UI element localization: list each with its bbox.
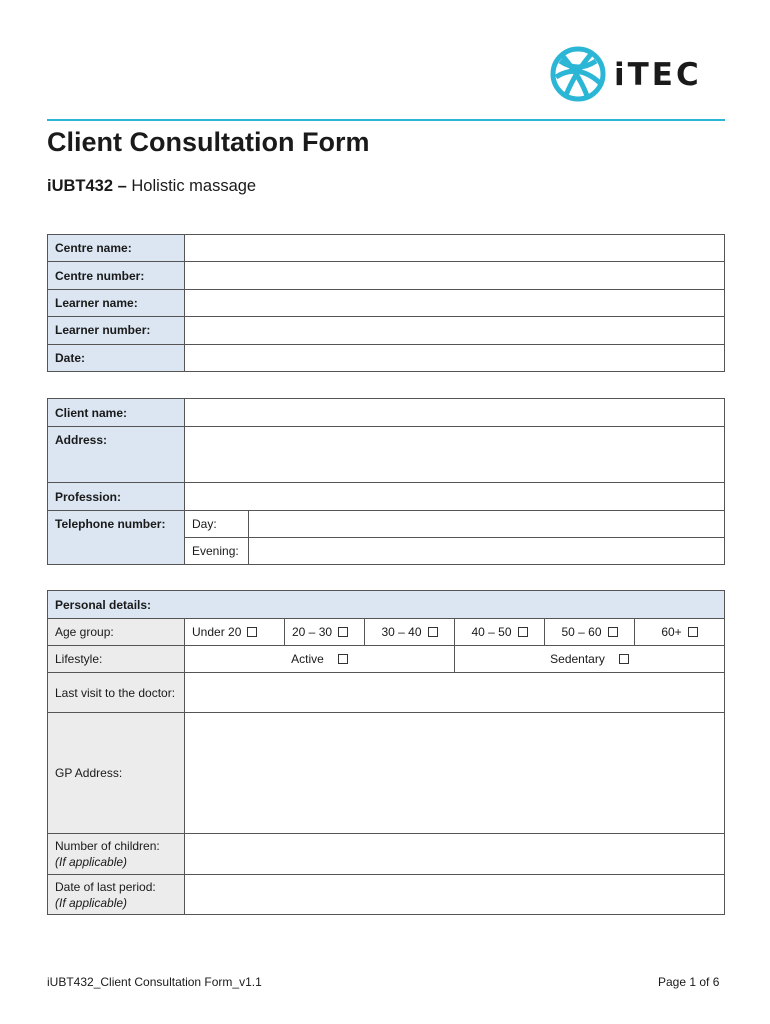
evening-phone-field[interactable] [249,538,725,565]
checkbox-icon[interactable] [338,654,348,664]
table-row [48,399,725,427]
centre-name-field[interactable] [185,235,725,262]
lifestyle-option-sedentary[interactable] [455,646,725,673]
gp-address-label: GP Address: [48,713,185,834]
last-period-note: (If applicable) [55,895,128,910]
age-option-50-60[interactable] [545,619,635,646]
last-visit-label: Last visit to the doctor: [48,673,185,713]
table-row [48,875,725,915]
address-field[interactable] [185,427,725,483]
subtitle-dash: – [113,177,132,195]
telephone-label: Telephone number: [48,511,185,565]
learner-name-field[interactable] [185,289,725,316]
table-row [48,235,725,262]
personal-details-table [47,590,725,915]
address-label: Address: [48,427,185,483]
globe-icon [548,43,608,105]
centre-number-field[interactable] [185,262,725,289]
unit-name: Holistic massage [131,177,257,195]
checkbox-icon[interactable] [338,627,348,637]
age-option-label: 40 – 50 [471,625,512,639]
checkbox-icon[interactable] [619,654,629,664]
checkbox-icon[interactable] [428,627,438,637]
footer-page-number: Page 1 of 6 [658,975,720,989]
checkbox-icon[interactable] [518,627,528,637]
centre-number-label: Centre number: [48,262,185,289]
client-details-table [47,398,725,565]
table-row [48,646,725,673]
table-row [48,427,725,483]
age-option-40-50[interactable] [455,619,545,646]
children-note: (If applicable) [55,855,128,869]
children-field[interactable] [185,834,725,875]
children-label: Number of children: [55,839,160,853]
day-phone-field[interactable] [249,511,725,538]
gp-address-field[interactable] [185,713,725,834]
checkbox-icon[interactable] [688,627,698,637]
profession-field[interactable] [185,483,725,511]
footer-doc-name: iUBT432_Client Consultation Form_v1.1 [47,975,262,989]
date-field[interactable] [185,344,725,371]
day-label: Day: [185,511,249,538]
lifestyle-option-label: Sedentary [550,652,605,666]
last-visit-field[interactable] [185,673,725,713]
client-name-field[interactable] [185,399,725,427]
date-label: Date: [48,344,185,371]
itec-logo [548,42,728,106]
learner-number-label: Learner number: [48,317,185,344]
checkbox-icon[interactable] [247,627,257,637]
table-row [48,289,725,316]
checkbox-icon[interactable] [608,627,618,637]
age-option-label: 50 – 60 [561,625,602,639]
age-option-60-plus[interactable] [635,619,725,646]
age-option-label: 20 – 30 [292,625,333,639]
learner-number-field[interactable] [185,317,725,344]
table-row [48,262,725,289]
evening-label: Evening: [185,538,249,565]
age-option-label: 30 – 40 [381,625,422,639]
unit-code: iUBT432 [47,177,114,195]
table-row [48,619,725,646]
children-label-cell [48,834,185,875]
last-period-label: Date of last period: [55,879,156,894]
table-row [48,591,725,619]
age-option-30-40[interactable] [365,619,455,646]
header-rule [47,119,725,121]
table-row [48,483,725,511]
client-name-label: Client name: [48,399,185,427]
table-row [48,511,725,538]
age-group-label: Age group: [48,619,185,646]
learner-name-label: Learner name: [48,289,185,316]
personal-details-header: Personal details: [48,591,725,619]
logo-text: iTEC [614,57,702,93]
lifestyle-option-label: Active [291,652,324,666]
age-option-label: 60+ [661,625,682,639]
table-row [48,834,725,875]
page-title: Client Consultation Form [47,127,370,157]
lifestyle-label: Lifestyle: [48,646,185,673]
table-row [48,317,725,344]
table-row [48,344,725,371]
table-row [48,713,725,834]
age-option-20-30[interactable] [285,619,365,646]
page-subtitle [47,177,256,196]
last-period-label-cell [48,875,185,915]
lifestyle-option-active[interactable] [185,646,455,673]
last-period-field[interactable] [185,875,725,915]
centre-details-table [47,234,725,372]
age-option-label: Under 20 [192,625,242,639]
centre-name-label: Centre name: [48,235,185,262]
age-option-under-20[interactable] [185,619,285,646]
table-row [48,673,725,713]
profession-label: Profession: [48,483,185,511]
